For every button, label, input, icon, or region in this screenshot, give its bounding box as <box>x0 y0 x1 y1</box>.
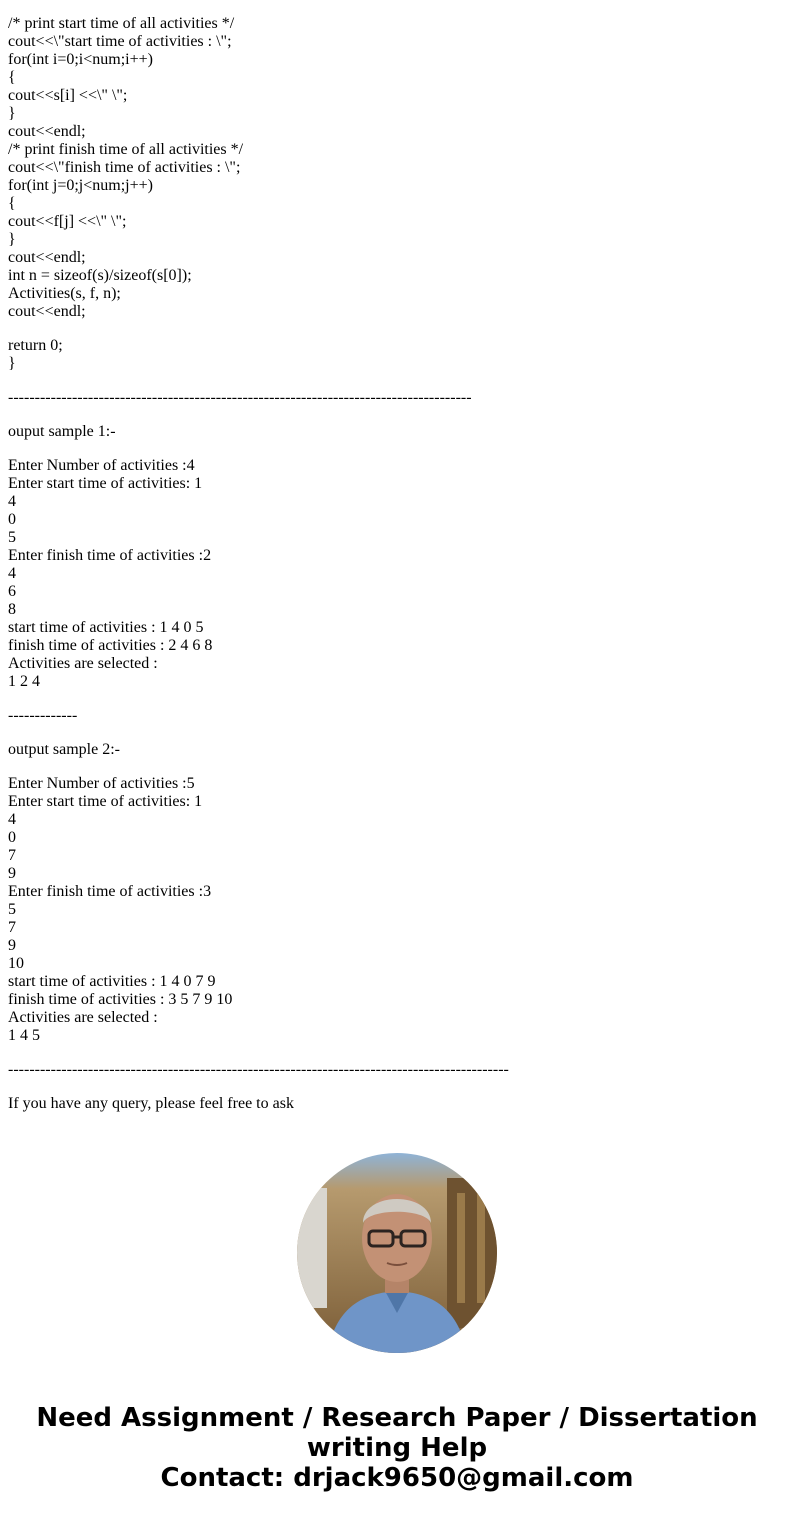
text-line: cout<<endl; <box>8 303 86 320</box>
text-line: Enter start time of activities: 1 <box>8 475 203 492</box>
text-line: { <box>8 195 16 212</box>
text-line: --------------------------------------------------------------------------------------- <box>8 389 472 406</box>
author-photo <box>297 1153 497 1353</box>
footer-contact: Contact: drjack9650@gmail.com <box>160 1463 634 1493</box>
text-line: 4 <box>8 565 16 582</box>
text-line: Activities(s, f, n); <box>8 285 121 302</box>
text-line: cout<<\"finish time of activities : \"; <box>8 159 241 176</box>
paragraph-gap <box>8 1079 788 1095</box>
text-line: 4 <box>8 493 16 510</box>
paragraph-gap <box>8 691 788 707</box>
text-line: return 0; <box>8 337 63 354</box>
text-line: Enter start time of activities: 1 <box>8 793 203 810</box>
paragraph-gap <box>8 321 788 337</box>
document-body <box>8 15 788 1113</box>
text-line: cout<<f[j] <<\" \"; <box>8 213 127 230</box>
text-line: int n = sizeof(s)/sizeof(s[0]); <box>8 267 192 284</box>
paragraph-gap <box>8 373 788 389</box>
text-line: Activities are selected : <box>8 1009 158 1026</box>
text-line: 8 <box>8 601 16 618</box>
text-line: ------------- <box>8 707 78 724</box>
footer-banner <box>0 1403 794 1493</box>
text-line: Activities are selected : <box>8 655 158 672</box>
text-block <box>8 775 788 1045</box>
text-line: finish time of activities : 3 5 7 9 10 <box>8 991 233 1008</box>
text-line: 9 <box>8 865 16 882</box>
text-line: 5 <box>8 901 16 918</box>
text-line: finish time of activities : 2 4 6 8 <box>8 637 213 654</box>
text-line: { <box>8 69 16 86</box>
text-line: 1 2 4 <box>8 673 40 690</box>
paragraph-gap <box>8 759 788 775</box>
text-line: 7 <box>8 919 16 936</box>
text-line: 6 <box>8 583 16 600</box>
text-line: If you have any query, please feel free to ask <box>8 1095 294 1112</box>
text-line: start time of activities : 1 4 0 7 9 <box>8 973 216 990</box>
text-line: 7 <box>8 847 16 864</box>
text-block <box>8 15 788 321</box>
text-line: } <box>8 231 16 248</box>
text-line: ouput sample 1:- <box>8 423 116 440</box>
footer-line-2: writing Help <box>306 1433 488 1463</box>
paragraph-gap <box>8 441 788 457</box>
text-line: 0 <box>8 829 16 846</box>
text-line: 5 <box>8 529 16 546</box>
paragraph-gap <box>8 407 788 423</box>
text-block <box>8 337 788 373</box>
text-block <box>8 1095 788 1113</box>
text-block <box>8 1061 788 1079</box>
text-line: ---------------------------------------------------------------------------------------------- <box>8 1061 509 1078</box>
text-line: cout<<\"start time of activities : \"; <box>8 33 232 50</box>
text-line: 0 <box>8 511 16 528</box>
text-line: start time of activities : 1 4 0 5 <box>8 619 204 636</box>
text-line: /* print finish time of all activities */ <box>8 141 244 158</box>
text-line: 10 <box>8 955 24 972</box>
text-block <box>8 389 788 407</box>
text-line: } <box>8 105 16 122</box>
text-line: 1 4 5 <box>8 1027 40 1044</box>
text-block <box>8 707 788 725</box>
text-line: 4 <box>8 811 16 828</box>
text-line: for(int j=0;j<num;j++) <box>8 177 153 194</box>
text-block <box>8 741 788 759</box>
text-line: Enter finish time of activities :3 <box>8 883 212 900</box>
author-photo-image <box>297 1153 497 1353</box>
text-line: cout<<endl; <box>8 123 86 140</box>
paragraph-gap <box>8 1045 788 1061</box>
text-line: Enter Number of activities :5 <box>8 775 195 792</box>
text-line: Enter finish time of activities :2 <box>8 547 212 564</box>
footer-line-1: Need Assignment / Research Paper / Dissertation <box>36 1403 758 1433</box>
text-line: } <box>8 355 16 372</box>
text-line: output sample 2:- <box>8 741 120 758</box>
text-line: for(int i=0;i<num;i++) <box>8 51 153 68</box>
text-line: cout<<s[i] <<\" \"; <box>8 87 128 104</box>
text-line: cout<<endl; <box>8 249 86 266</box>
text-line: /* print start time of all activities */ <box>8 15 235 32</box>
paragraph-gap <box>8 725 788 741</box>
text-line: 9 <box>8 937 16 954</box>
text-line: Enter Number of activities :4 <box>8 457 195 474</box>
text-block <box>8 457 788 691</box>
text-block <box>8 423 788 441</box>
